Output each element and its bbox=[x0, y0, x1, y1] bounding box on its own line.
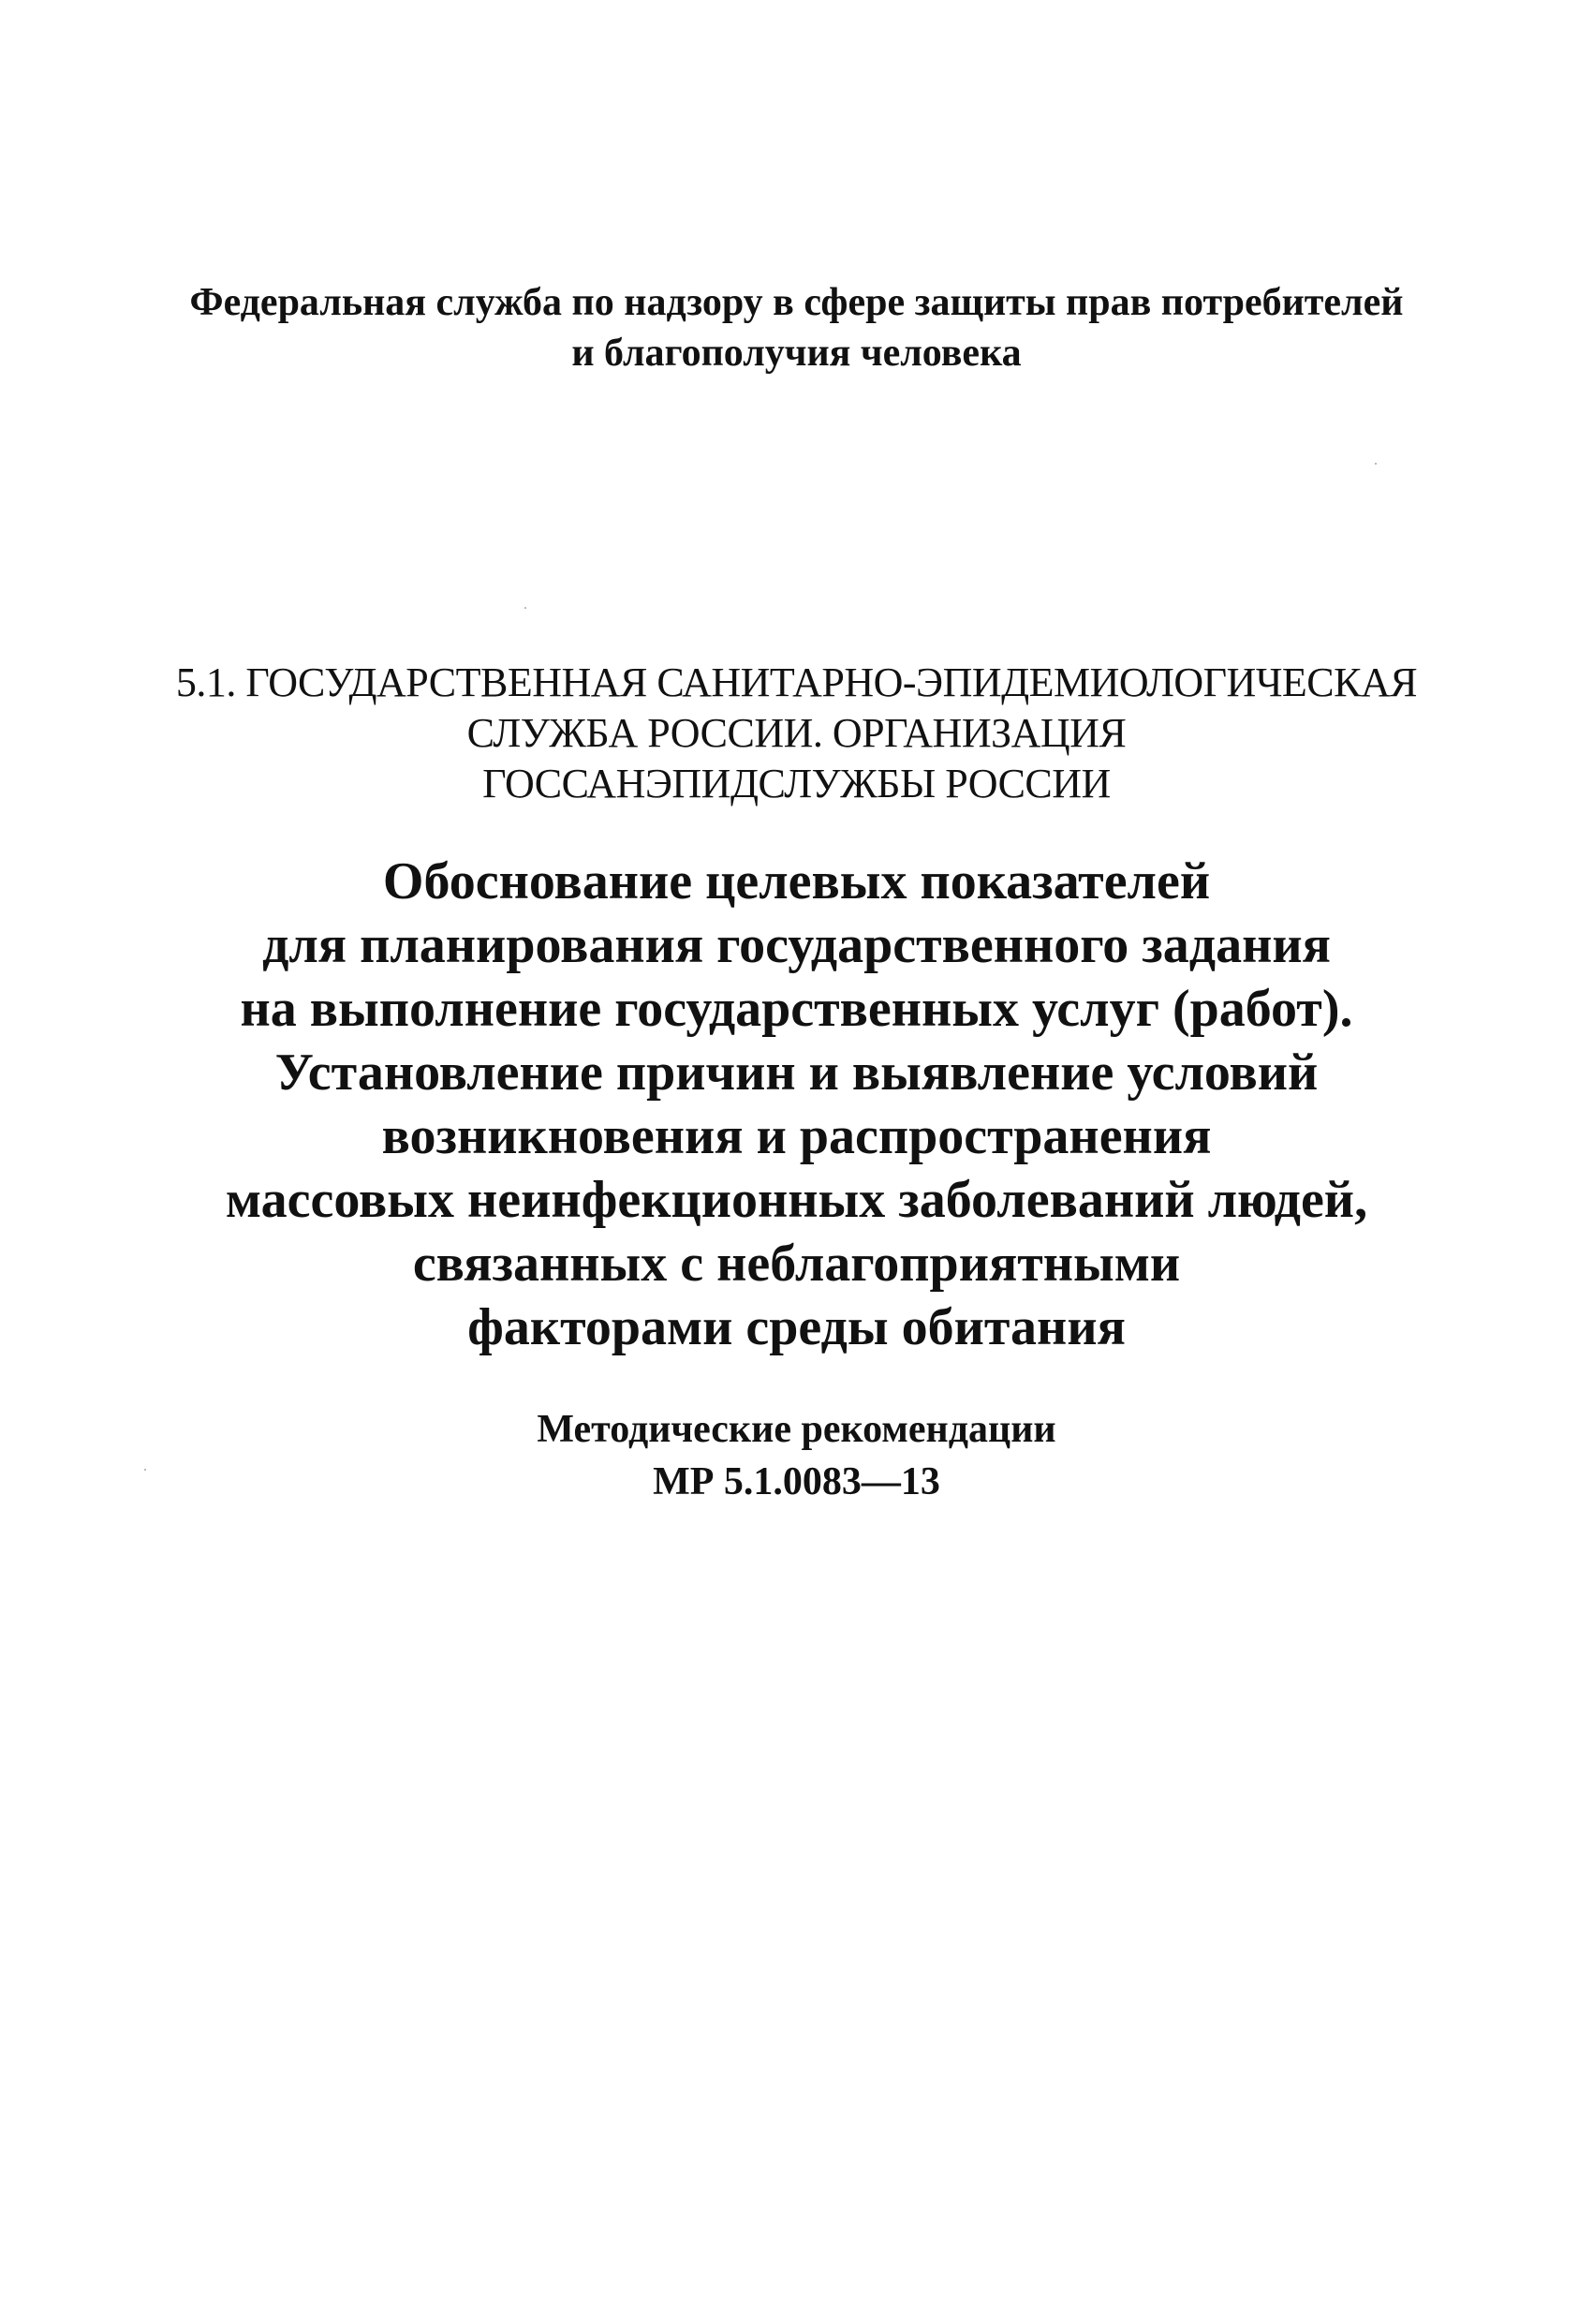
title-line-3: на выполнение государственных услуг (работ). bbox=[240, 980, 1353, 1038]
document-title bbox=[0, 850, 1593, 1359]
agency-name bbox=[0, 277, 1593, 378]
title-line-1: Обоснование целевых показателей bbox=[382, 852, 1211, 910]
scan-speck bbox=[144, 1469, 146, 1471]
title-line-5: возникновения и распространения bbox=[381, 1107, 1212, 1165]
title-line-2: для планирования государственного задания bbox=[262, 916, 1331, 974]
document-number: МР 5.1.0083—13 bbox=[653, 1460, 940, 1503]
section-heading bbox=[0, 658, 1593, 809]
title-line-6: массовых неинфекционных заболеваний людей, bbox=[225, 1171, 1368, 1229]
agency-line-2: и благополучия человека bbox=[571, 332, 1022, 375]
scan-speck bbox=[1375, 463, 1377, 465]
document-type-label: Методические рекомендации bbox=[537, 1408, 1056, 1451]
section-line-1: 5.1. ГОСУДАРСТВЕННАЯ САНИТАРНО-ЭПИДЕМИОЛОГИЧЕСКАЯ bbox=[175, 659, 1418, 705]
scan-speck bbox=[524, 607, 526, 609]
document-type bbox=[0, 1403, 1593, 1508]
title-line-4: Установление причин и выявление условий bbox=[274, 1044, 1319, 1102]
title-line-7: связанных с неблагоприятными bbox=[412, 1235, 1181, 1293]
section-line-2: СЛУЖБА РОССИИ. ОРГАНИЗАЦИЯ bbox=[466, 710, 1127, 756]
section-line-3: ГОССАНЭПИДСЛУЖБЫ РОССИИ bbox=[482, 761, 1111, 807]
title-line-8: факторами среды обитания bbox=[467, 1298, 1126, 1356]
agency-line-1: Федеральная служба по надзору в сфере защиты прав потребителей bbox=[189, 281, 1404, 324]
